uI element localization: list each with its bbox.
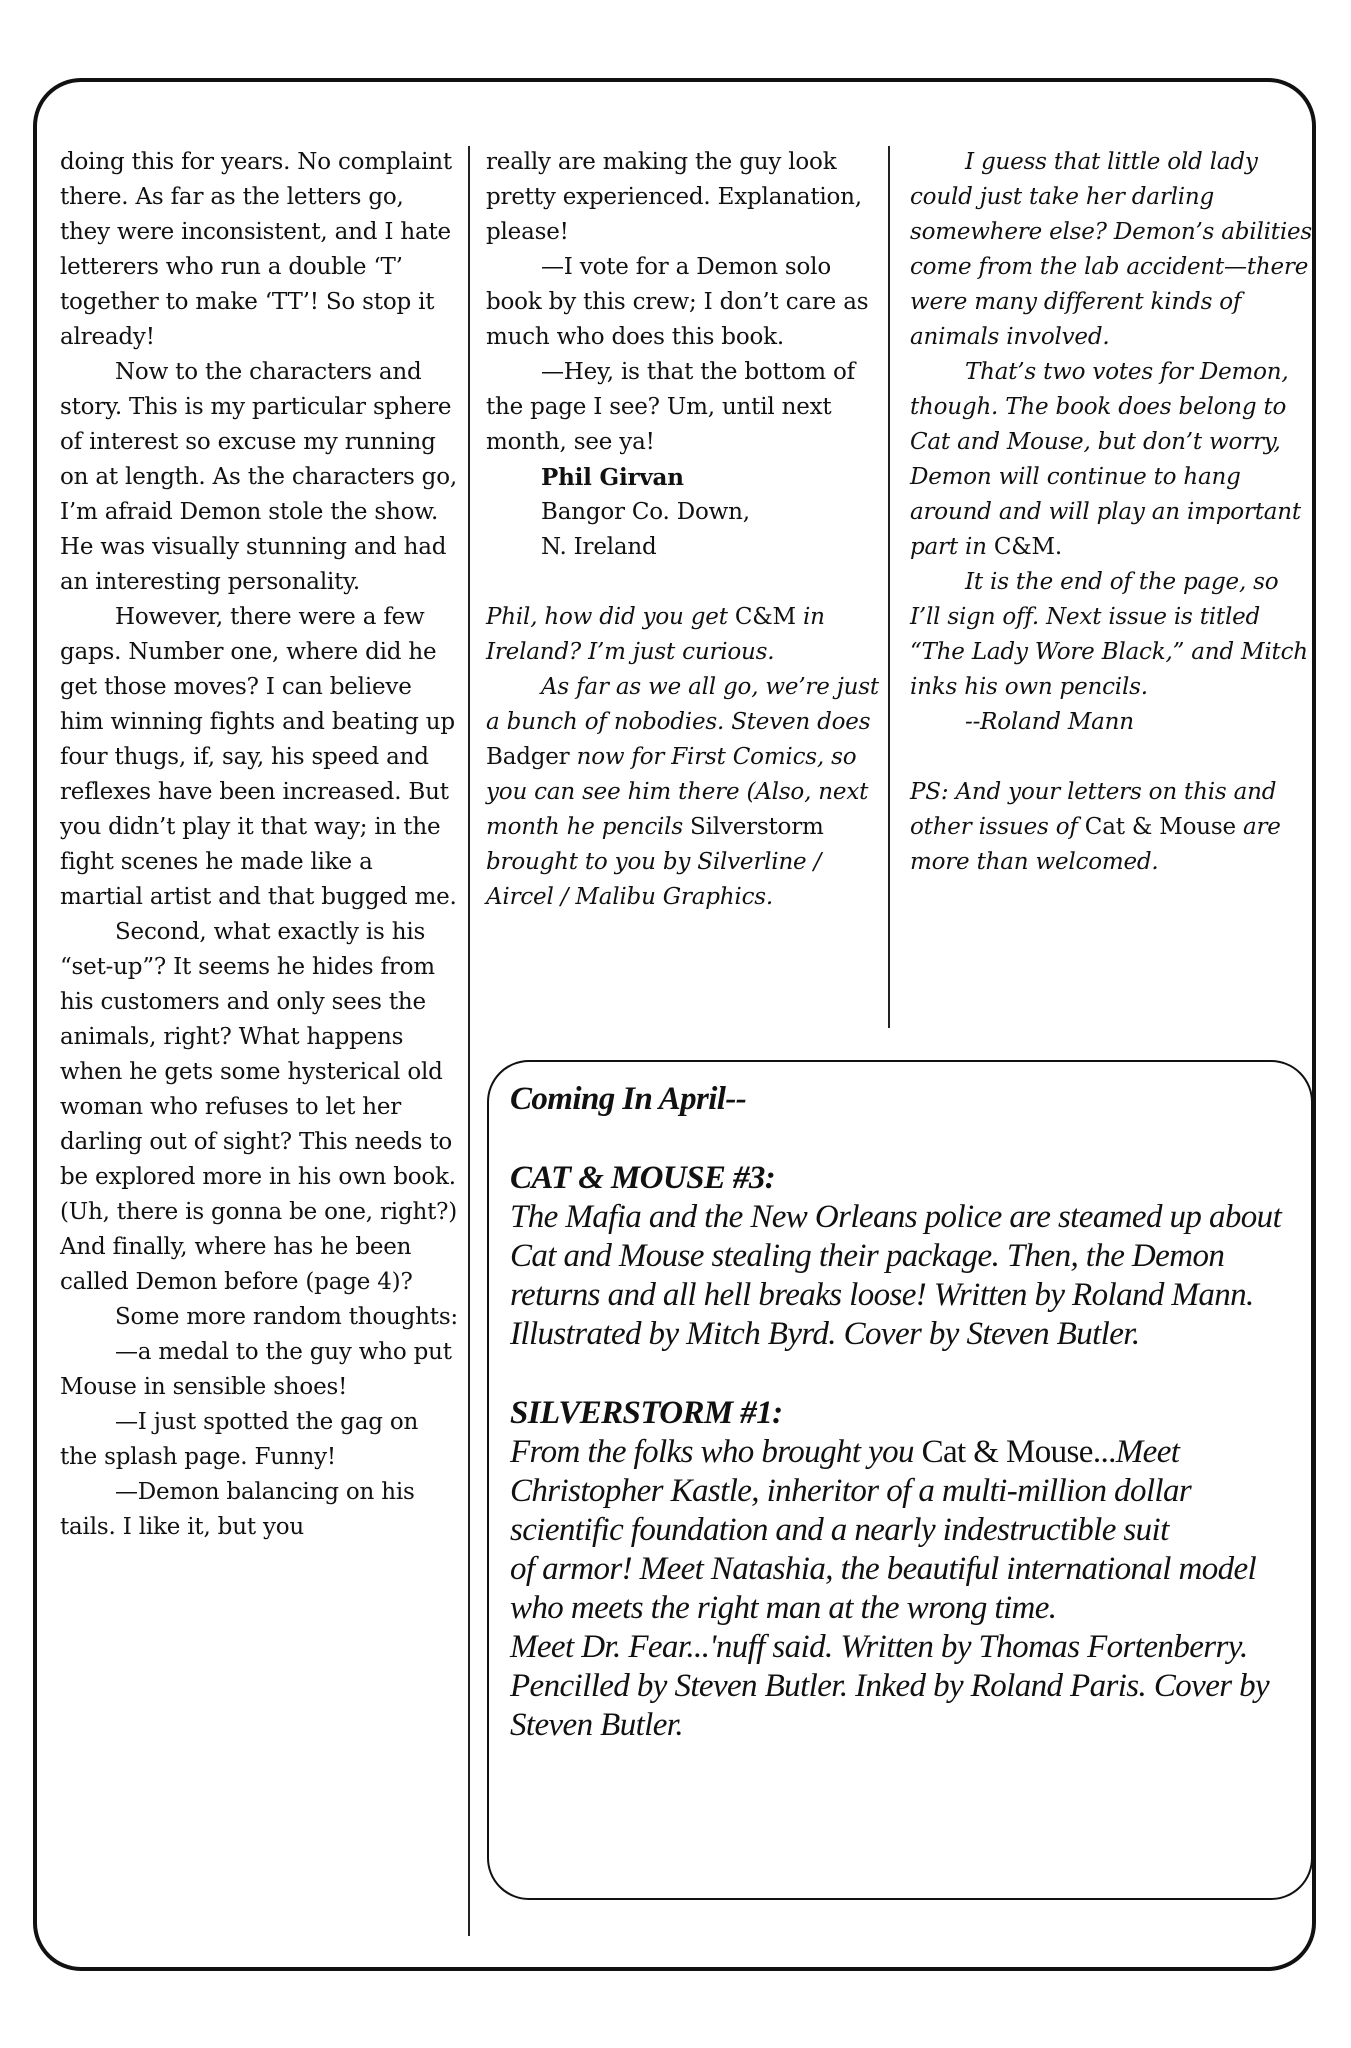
signature-address-line1: Bangor Co. Down, [541, 499, 750, 525]
spacer [910, 740, 1315, 775]
editor-reply-paragraph: Phil, how did you get C&M in Ireland? I’m just curious. [486, 604, 825, 665]
editor-reply-paragraph: That’s two votes for Demon, though. The book does belong to Cat and Mouse, but don’t worry, Demon will continue to hang around and will play an important part in C&M. [910, 359, 1301, 560]
preview-text-silverstorm: From the folks who brought you Cat & Mouse...Meet Christopher Kastle, inheritor of a multi-million dollar scientific foundation and a nearly indestructible suit [510, 1434, 1192, 1548]
paragraph: —Demon balancing on his tails. I like it, but you [60, 1479, 415, 1540]
editor-reply-column [910, 145, 1315, 880]
paragraph: Second, what exactly is his “set-up”? It seems he hides from his customers and only sees the animals, right? What happens when he gets some hysterical old woman who refuses to let her darling out of sight? This needs to be explored more in his own book. (Uh, there is gonna be one, right?) And finally, where has he been called Demon before (page 4)? [60, 919, 458, 1295]
spacer [486, 565, 881, 600]
spacer [510, 1119, 1310, 1159]
editor-signoff: --Roland Mann [965, 709, 1134, 735]
editor-reply-paragraph: It is the end of the page, so I’ll sign off. Next issue is titled “The Lady Wore Black,” and Mitch inks his own pencils. [910, 569, 1308, 700]
preview-title-cat-mouse: CAT & MOUSE #3: [510, 1160, 776, 1196]
editor-reply-paragraph: As far as we all go, we’re just a bunch of nobodies. Steven does Badger now for First Comics, so you can see him there (Also, next month he pencils Silverstorm brought to you by Silverline / Aircel / Malibu Graphics. [486, 674, 879, 910]
editor-reply-paragraph: I guess that little old lady could just take her darling somewhere else? Demon’s abilities come from the lab accident—there were many different kinds of animals involved. [910, 149, 1312, 350]
signature-address-line2: N. Ireland [541, 534, 657, 560]
paragraph: —I just spotted the gag on the splash page. Funny! [60, 1409, 419, 1470]
paragraph: However, there were a few gaps. Number one, where did he get those moves? I can believe him winning fights and beating up four thugs, if, say, his speed and reflexes have been increased. But you didn’t play it that way; in the fight scenes he made like a martial artist and that bugged me. [60, 604, 457, 910]
paragraph: —I vote for a Demon solo book by this crew; I don’t care as much who does this book. [486, 254, 869, 350]
box-heading: Coming In April-- [510, 1081, 747, 1117]
paragraph: doing this for years. No complaint there. As far as the letters go, they were inconsistent, and I hate letterers who run a double ‘T’ together to make ‘TT’! So stop it already! [60, 149, 452, 350]
column-divider-1 [468, 146, 470, 1936]
signature-name: Phil Girvan [541, 464, 684, 491]
paragraph: —a medal to the guy who put Mouse in sensible shoes! [60, 1339, 452, 1400]
spacer [510, 1354, 1310, 1394]
paragraph: really are making the guy look pretty experienced. Explanation, please! [486, 149, 862, 245]
letter-column-1 [60, 145, 460, 1545]
preview-text-silverstorm-2: of armor! Meet Natashia, the beautiful international model who meets the right man at the wrong time. [510, 1551, 1257, 1626]
paragraph: —Hey, is that the bottom of the page I see? Um, until next month, see ya! [486, 359, 855, 455]
coming-in-april-content [510, 1080, 1310, 1745]
letter-column-2 [486, 145, 881, 915]
paragraph: Some more random thoughts: [115, 1304, 458, 1330]
preview-title-silverstorm: SILVERSTORM #1: [510, 1395, 783, 1431]
preview-text-cat-mouse: The Mafia and the New Orleans police are steamed up about Cat and Mouse stealing their package. Then, the Demon returns and all hell breaks loose! Written by Roland Mann. Illustrated by Mitch Byrd. Cover by Steven Butler. [510, 1199, 1282, 1352]
preview-text-silverstorm-3: Meet Dr. Fear...'nuff said. Written by Thomas Fortenberry. Pencilled by Steven Butler. Inked by Roland Paris. Cover by Steven Butler. [510, 1629, 1270, 1743]
paragraph: Now to the characters and story. This is my particular sphere of interest so excuse my running on at length. As the characters go, I’m afraid Demon stole the show. He was visually stunning and had an interesting personality. [60, 359, 457, 595]
postscript: PS: And your letters on this and other issues of Cat & Mouse are more than welcomed. [910, 779, 1281, 875]
column-divider-2 [888, 146, 890, 1028]
